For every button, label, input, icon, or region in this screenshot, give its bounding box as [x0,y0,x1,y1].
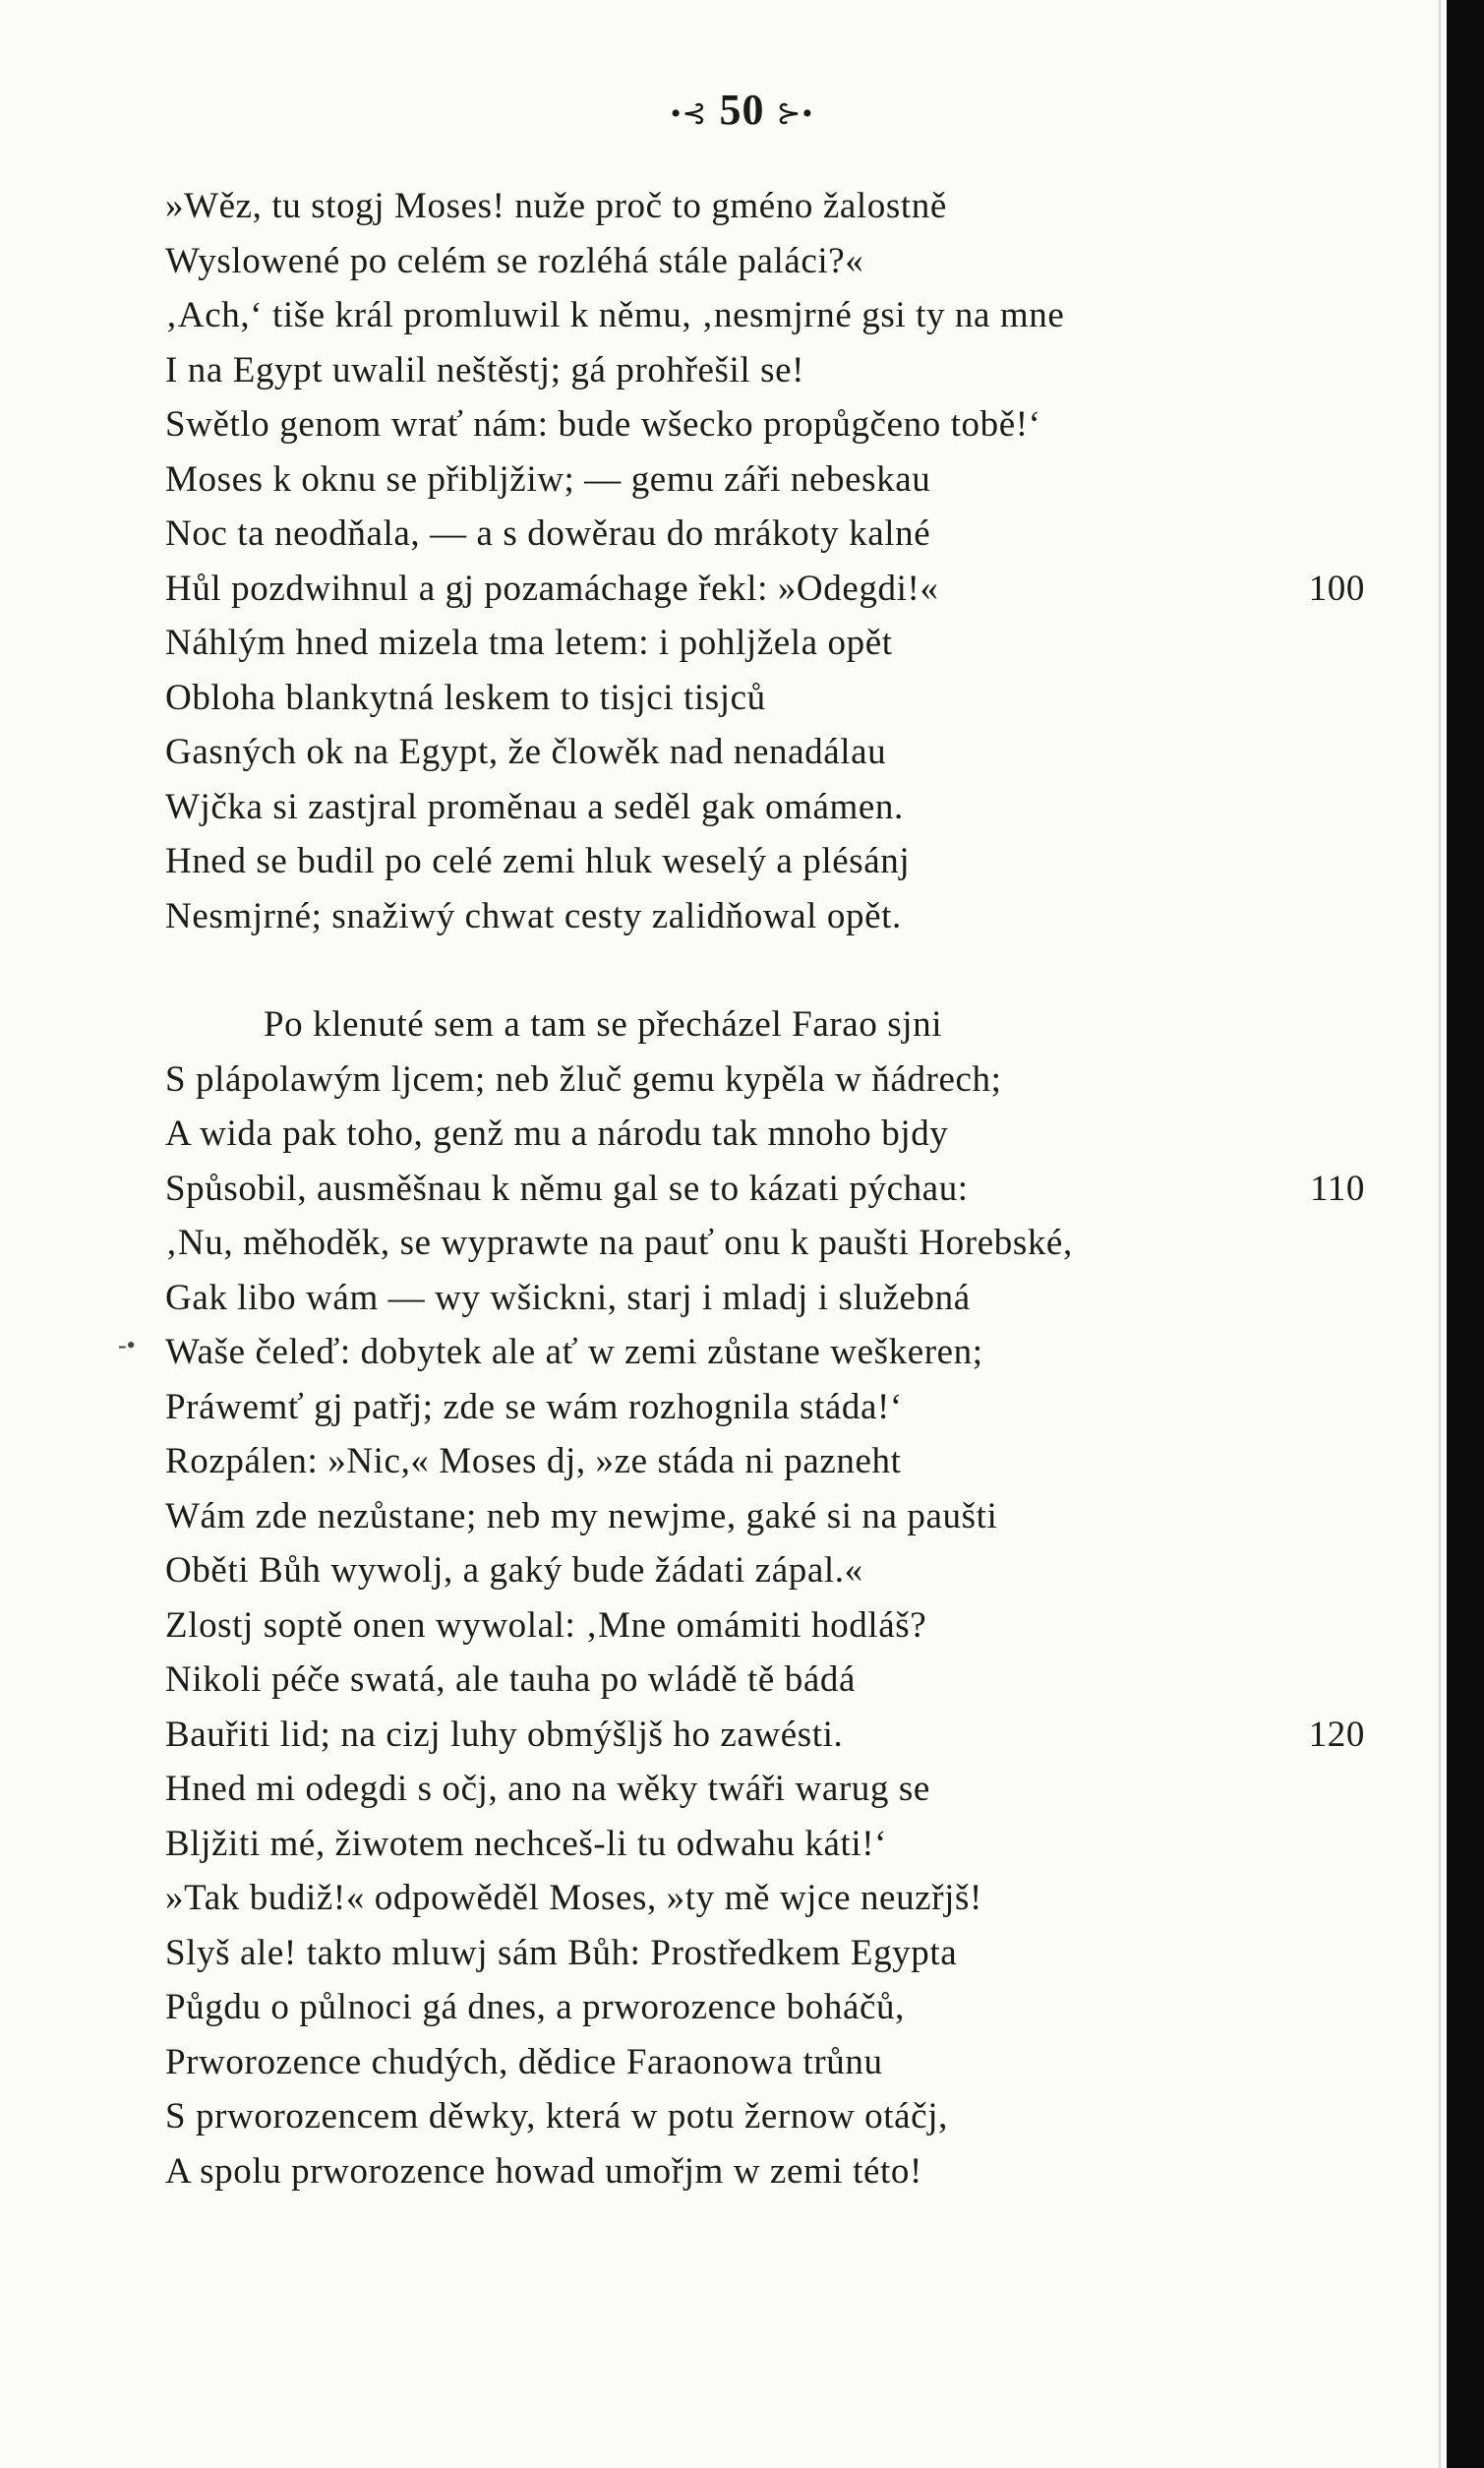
verse-line: Moses k oknu se přibljžiw; — gemu záři nebeskau [165,458,931,500]
verse-line: Wjčka si zastjral proměnau a seděl gak omámen. [165,786,904,827]
verse-line: Slyš ale! takto mluwj sám Bůh: Prostředkem Egypta [165,1932,958,1973]
scan-border [1447,0,1484,2468]
verse-line: A spolu prworozence howad umořjm w zemi této! [165,2150,922,2192]
verse-line: »Wěz, tu stogj Moses! nuže proč to gméno žalostně [165,186,947,226]
verse-line: ‚Nu, měhoděk, se wyprawte na pauť onu k paušti Horebské, [165,1223,1073,1263]
verse-line: Hned se budil po celé zemi hluk weselý a plésánj [165,841,911,881]
verse-text: Spůsobil, ausměšnau k němu gal se to kázati pýchau: [165,1168,969,1209]
verse-line: Zlostj soptě onen wywolal: ‚Mne omámiti hodláš? [165,1604,927,1646]
verse-line: Rozpálen: »Nic,« Moses dj, »ze stáda ni pazneht [165,1441,902,1481]
header-ornament-right: ⊱• [776,97,814,131]
verse-line: »Tak budiž!« odpowěděl Moses, »ty mě wjce neuzřjš! [165,1878,982,1918]
stanza-2 [165,997,1365,2198]
verse-line: Gak libo wám — wy wšickni, starj i mladj i služebná [165,1277,971,1318]
page-number: 50 [719,86,765,134]
verse-line: Bljžiti mé, žiwotem nechceš-li tu odwahu káti!‘ [165,1823,888,1864]
verse-line-numbered [165,1708,1365,1763]
verse-line: Waše čeleď: dobytek ale ať w zemi zůstane weškeren; [165,1332,983,1372]
margin-mark: -• [118,1331,136,1359]
verse-line: Swětlo genom wrať nám: bude wšecko propůgčeno tobě!‘ [165,404,1041,445]
verse-line: Práwemť gj patřj; zde se wám rozhognila stáda!‘ [165,1386,903,1427]
verse-line: S plápolawým ljcem; neb žluč gemu kypěla w ňádrech; [165,1058,1002,1100]
verse-line: Noc ta neodňala, — a s dowěrau do mrákoty kalné [165,513,931,554]
verse-line-numbered [165,1162,1365,1217]
page-edge-line [1439,0,1441,2468]
verse-line: Půgdu o půlnoci gá dnes, a prworozence boháčů, [165,1987,905,2027]
verse-line: Nikoli péče swatá, ale tauha po wládě tě bádá [165,1659,856,1700]
verse-line: ‚Ach,‘ tiše král promluwil k němu, ‚nesmjrné gsi ty na mne [165,295,1065,335]
verse-line: Wyslowené po celém se rozléhá stále paláci?« [165,240,864,281]
verse-line: Nesmjrné; snažiwý chwat cesty zalidňowal opět. [165,895,902,936]
page-header [0,85,1484,135]
verse-line-numbered [165,562,1365,617]
header-ornament-left: •⊰ [670,97,708,131]
verse-line: Wám zde nezůstane; neb my newjme, gaké si na paušti [165,1495,998,1536]
verse-line: I na Egypt uwalil neštěstj; gá prohřešil se! [165,349,805,391]
verse-text: Hůl pozdwihnul a gj pozamáchage řekl: »Odegdi!« [165,568,939,609]
verse-line-indented: Po klenuté sem a tam se přecházel Farao sjni [264,1004,943,1045]
line-number: 120 [1308,1714,1365,1755]
stanza-1 [165,179,1365,943]
verse-line: Oběti Bůh wywolj, a gaký bude žádati zápal.« [165,1550,863,1591]
verse-line: S prworozencem děwky, která w potu žernow otáčj, [165,2096,948,2137]
verse-text: Bauřiti lid; na cizj luhy obmýšljš ho zawésti. [165,1714,844,1755]
verse-line: Obloha blankytná leskem to tisjci tisjců [165,677,766,718]
line-number: 110 [1310,1168,1365,1209]
verse-line: Náhlým hned mizela tma letem: i pohljžela opět [165,623,893,663]
verse-line: Gasných ok na Egypt, že člowěk nad nenadálau [165,732,887,772]
verse-line: A wida pak toho, genž mu a národu tak mnoho bjdy [165,1114,949,1154]
line-number: 100 [1308,568,1365,609]
verse-line: Prworozence chudých, dědice Faraonowa trůnu [165,2041,883,2082]
verse-line: Hned mi odegdi s očj, ano na wěky twáři warug se [165,1769,930,1809]
